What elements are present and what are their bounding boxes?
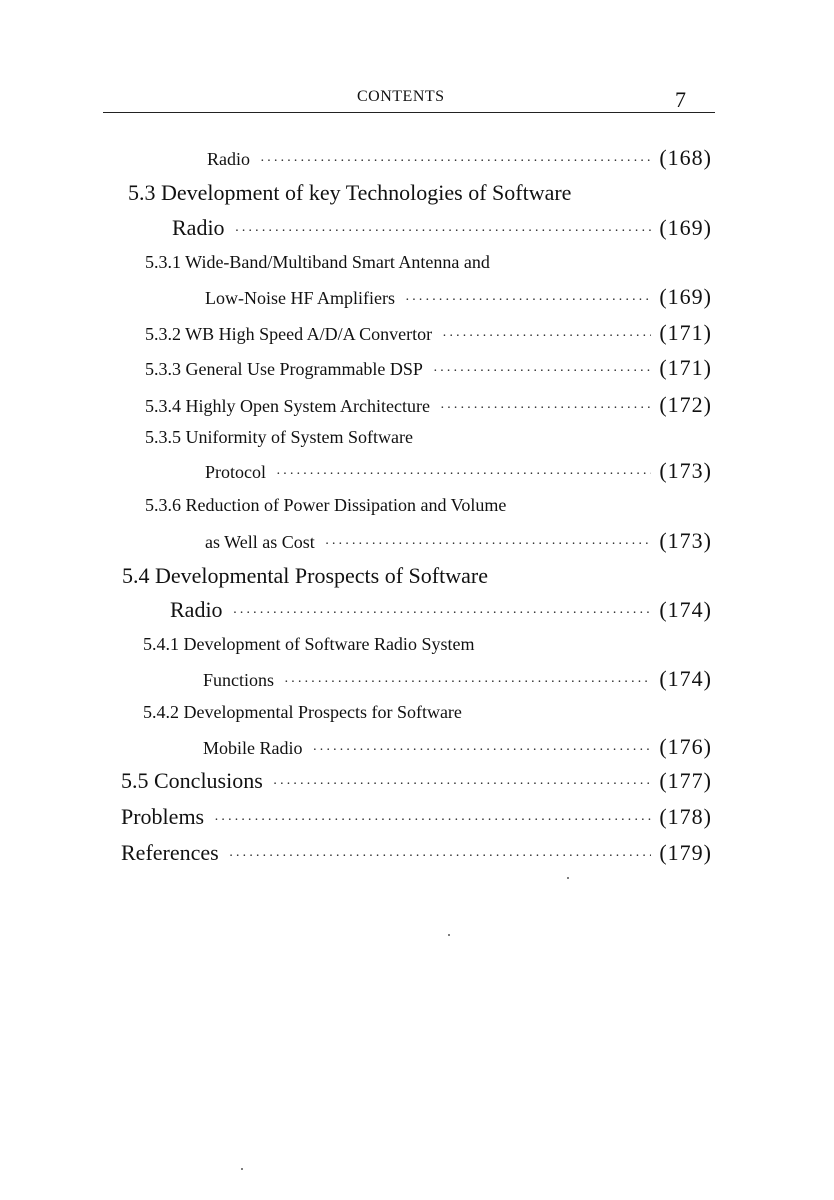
running-head bbox=[0, 86, 834, 112]
dot-leader bbox=[440, 401, 651, 417]
toc-entry[interactable] bbox=[121, 840, 712, 866]
toc-page-number: (169) bbox=[659, 284, 712, 309]
toc-page-number: (169) bbox=[659, 215, 712, 240]
dot-leader bbox=[284, 675, 651, 691]
toc-entry-title: 5.5 Conclusions bbox=[121, 768, 263, 793]
dot-leader bbox=[229, 849, 652, 865]
dot-leader bbox=[233, 606, 652, 622]
toc-entry-title: Radio bbox=[172, 215, 225, 240]
toc-entry[interactable] bbox=[205, 284, 712, 310]
toc-entry-title: Functions bbox=[203, 670, 275, 690]
toc-entry[interactable] bbox=[121, 768, 712, 794]
toc-subsection-heading[interactable]: 5.4.1 Development of Software Radio System bbox=[143, 634, 475, 654]
toc-page-number: (173) bbox=[659, 528, 712, 553]
toc-page-number: (171) bbox=[659, 320, 712, 345]
toc-page-number: (178) bbox=[659, 804, 712, 829]
scan-speck bbox=[241, 1168, 243, 1170]
toc-entry-title: as Well as Cost bbox=[205, 532, 315, 552]
dot-leader bbox=[235, 224, 652, 240]
toc-page-number: (171) bbox=[659, 355, 712, 380]
toc-page-number: (168) bbox=[659, 145, 712, 170]
toc-page-number: (177) bbox=[659, 768, 712, 793]
toc-entry-title: Radio bbox=[207, 149, 250, 169]
dot-leader bbox=[276, 467, 651, 483]
dot-leader bbox=[405, 293, 651, 309]
toc-entry[interactable] bbox=[170, 597, 712, 623]
toc-entry-title: 5.3.2 WB High Speed A/D/A Convertor bbox=[145, 324, 433, 344]
dot-leader bbox=[442, 329, 651, 345]
toc-entry[interactable] bbox=[207, 145, 712, 171]
dot-leader bbox=[325, 537, 652, 553]
toc-entry-title: 5.3.4 Highly Open System Architecture bbox=[145, 396, 430, 416]
toc-section-heading[interactable]: 5.3 Development of key Technologies of Software bbox=[128, 180, 572, 205]
toc-entry[interactable] bbox=[145, 392, 712, 418]
toc-entry-title: Problems bbox=[121, 804, 205, 829]
toc-entry[interactable] bbox=[145, 355, 712, 381]
toc-page-number: (179) bbox=[659, 840, 712, 865]
toc-entry-title: References bbox=[121, 840, 219, 865]
toc-entry-title: Low-Noise HF Amplifiers bbox=[205, 288, 395, 308]
toc-subsection-heading[interactable]: 5.3.5 Uniformity of System Software bbox=[145, 427, 413, 447]
toc-subsection-heading[interactable]: 5.3.6 Reduction of Power Dissipation and Volume bbox=[145, 495, 507, 515]
dot-leader bbox=[433, 364, 651, 380]
toc-entry[interactable] bbox=[172, 215, 712, 241]
scan-speck bbox=[448, 934, 450, 936]
dot-leader bbox=[313, 743, 652, 759]
dot-leader bbox=[214, 813, 651, 829]
header-rule bbox=[103, 112, 715, 113]
toc-entry[interactable] bbox=[121, 804, 712, 830]
toc-entry[interactable] bbox=[203, 666, 712, 692]
toc-page-number: (173) bbox=[659, 458, 712, 483]
toc-page-number: (174) bbox=[659, 666, 712, 691]
dot-leader bbox=[260, 154, 651, 170]
toc-entry[interactable] bbox=[205, 528, 712, 554]
scan-speck bbox=[567, 877, 569, 879]
toc-entry[interactable] bbox=[145, 320, 712, 346]
toc-page-number: (176) bbox=[659, 734, 712, 759]
toc-page-number: (172) bbox=[659, 392, 712, 417]
running-head-title: CONTENTS bbox=[357, 88, 445, 105]
toc-entry-title: Mobile Radio bbox=[203, 738, 303, 758]
toc-entry[interactable] bbox=[205, 458, 712, 484]
toc-section-heading[interactable]: 5.4 Developmental Prospects of Software bbox=[122, 563, 488, 588]
toc-subsection-heading[interactable]: 5.3.1 Wide-Band/Multiband Smart Antenna and bbox=[145, 252, 490, 272]
toc-subsection-heading[interactable]: 5.4.2 Developmental Prospects for Software bbox=[143, 702, 462, 722]
toc-entry-title: Radio bbox=[170, 597, 223, 622]
page-number: 7 bbox=[675, 87, 686, 112]
toc-entry-title: 5.3.3 General Use Programmable DSP bbox=[145, 359, 423, 379]
toc-page-number: (174) bbox=[659, 597, 712, 622]
toc-entry[interactable] bbox=[203, 734, 712, 760]
toc-entry-title: Protocol bbox=[205, 462, 266, 482]
dot-leader bbox=[273, 777, 652, 793]
